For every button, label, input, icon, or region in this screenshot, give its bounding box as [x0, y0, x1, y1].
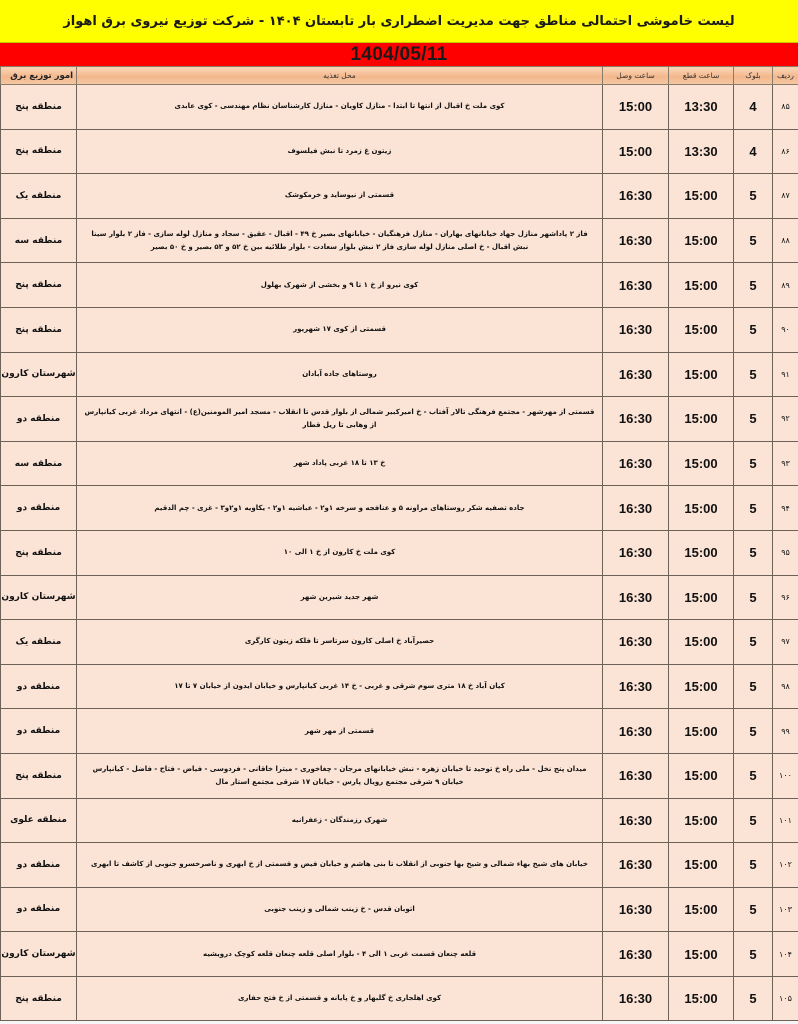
block-cell: 4	[734, 85, 773, 130]
block-cell: 5	[734, 397, 773, 442]
area-cell: منطقه دو	[1, 397, 77, 442]
connect-time-cell: 16:30	[603, 664, 669, 709]
area-cell: منطقه یک	[1, 620, 77, 665]
connect-time-cell: 16:30	[603, 530, 669, 575]
table-header-row	[1, 67, 798, 85]
block-cell: 5	[734, 887, 773, 932]
row-number-cell: ۱۰۵	[773, 976, 798, 1021]
table-row	[1, 753, 798, 798]
block-cell: 5	[734, 932, 773, 977]
block-cell: 5	[734, 530, 773, 575]
cut-time-cell: 15:00	[669, 397, 734, 442]
location-cell: شهر جدید شیرین شهر	[77, 575, 603, 620]
connect-time-cell: 16:30	[603, 620, 669, 665]
row-number-cell: ۸۶	[773, 129, 798, 174]
table-row	[1, 575, 798, 620]
location-cell: کوی ملت خ کارون از خ ۱ الی ۱۰	[77, 530, 603, 575]
row-number-cell: ۸۷	[773, 174, 798, 219]
location-cell: روستاهای جاده آبادان	[77, 352, 603, 397]
cut-time-cell: 15:00	[669, 620, 734, 665]
connect-time-cell: 16:30	[603, 397, 669, 442]
table-row	[1, 397, 798, 442]
table-row	[1, 887, 798, 932]
area-cell: منطقه پنج	[1, 85, 77, 130]
block-cell: 5	[734, 664, 773, 709]
header-location: محل تغذیه	[77, 67, 603, 85]
connect-time-cell: 16:30	[603, 352, 669, 397]
cut-time-cell: 15:00	[669, 530, 734, 575]
row-number-cell: ۸۸	[773, 218, 798, 263]
table-row	[1, 174, 798, 219]
connect-time-cell: 16:30	[603, 932, 669, 977]
table-row	[1, 352, 798, 397]
table-row	[1, 709, 798, 754]
location-cell: جاده تصفیه شکر روستاهای مراونه ۵ و عنافجه و سرخه ۱و۲ - عباشیه ۱و۲ - یکاویه ۱و۲و۳ - غزی - چم الدقیم	[77, 486, 603, 531]
connect-time-cell: 15:00	[603, 129, 669, 174]
connect-time-cell: 15:00	[603, 85, 669, 130]
table-row	[1, 620, 798, 665]
block-cell: 5	[734, 620, 773, 665]
cut-time-cell: 15:00	[669, 798, 734, 843]
row-number-cell: ۱۰۱	[773, 798, 798, 843]
table-row	[1, 664, 798, 709]
connect-time-cell: 16:30	[603, 174, 669, 219]
block-cell: 5	[734, 976, 773, 1021]
block-cell: 5	[734, 843, 773, 888]
block-cell: 5	[734, 575, 773, 620]
block-cell: 5	[734, 798, 773, 843]
location-cell: خ ۱۳ تا ۱۸ غربی پاداد شهر	[77, 441, 603, 486]
block-cell: 5	[734, 709, 773, 754]
row-number-cell: ۹۲	[773, 397, 798, 442]
connect-time-cell: 16:30	[603, 709, 669, 754]
cut-time-cell: 15:00	[669, 174, 734, 219]
area-cell: منطقه دو	[1, 843, 77, 888]
row-number-cell: ۹۸	[773, 664, 798, 709]
row-number-cell: ۹۹	[773, 709, 798, 754]
area-cell: منطقه پنج	[1, 263, 77, 308]
connect-time-cell: 16:30	[603, 976, 669, 1021]
location-cell: میدان پنج نخل - ملی راه خ توحید تا خیابان زهره - نبش خیابانهای مرجان - چغاخوری - میترا خاقانی - فردوسی - فیاض - فتاح - فاضل - کیانپارس خیابان ۹ شرقی مجتمع رویال پارس - خیابان ۱۷ شرقی مجتمع استار مال	[77, 753, 603, 798]
connect-time-cell: 16:30	[603, 887, 669, 932]
connect-time-cell: 16:30	[603, 441, 669, 486]
connect-time-cell: 16:30	[603, 575, 669, 620]
cut-time-cell: 15:00	[669, 843, 734, 888]
cut-time-cell: 15:00	[669, 709, 734, 754]
table-row	[1, 932, 798, 977]
location-cell: کیان آباد خ ۱۸ متری سوم شرقی و غربی - خ ۱۴ غربی کیانپارس و خیابان ایدون از خیابان ۷ تا ۱۷	[77, 664, 603, 709]
area-cell: منطقه دو	[1, 709, 77, 754]
connect-time-cell: 16:30	[603, 753, 669, 798]
area-cell: منطقه یک	[1, 174, 77, 219]
cut-time-cell: 15:00	[669, 932, 734, 977]
cut-time-cell: 15:00	[669, 263, 734, 308]
cut-time-cell: 15:00	[669, 753, 734, 798]
table-row	[1, 263, 798, 308]
cut-time-cell: 15:00	[669, 441, 734, 486]
header-connect-time: ساعت وصل	[603, 67, 669, 85]
connect-time-cell: 16:30	[603, 218, 669, 263]
cut-time-cell: 13:30	[669, 129, 734, 174]
block-cell: 4	[734, 129, 773, 174]
row-number-cell: ۱۰۴	[773, 932, 798, 977]
location-cell: کوی ملت خ اقبال از انتها تا ابتدا - منازل کاویان - منازل کارشناسان نظام مهندسی - کوی عابدی	[77, 85, 603, 130]
area-cell: منطقه پنج	[1, 976, 77, 1021]
cut-time-cell: 15:00	[669, 575, 734, 620]
area-cell: منطقه پنج	[1, 530, 77, 575]
location-cell: خیابان های شیخ بهاء شمالی و شیخ بها جنوبی از انقلاب تا بنی هاشم و خیابان فیض و قسمتی از خ ابهری و ناصرخسرو جنوبی از کاشف تا ابهری	[77, 843, 603, 888]
area-cell: شهرستان کارون	[1, 575, 77, 620]
location-cell: قسمتی از نیوساید و خرمکوشک	[77, 174, 603, 219]
outage-table	[0, 66, 798, 1021]
header-block: بلوک	[734, 67, 773, 85]
block-cell: 5	[734, 486, 773, 531]
block-cell: 5	[734, 307, 773, 352]
cut-time-cell: 15:00	[669, 486, 734, 531]
area-cell: منطقه پنج	[1, 753, 77, 798]
schedule-date: 1404/05/11	[350, 43, 448, 65]
area-cell: منطقه پنج	[1, 307, 77, 352]
row-number-cell: ۹۱	[773, 352, 798, 397]
block-cell: 5	[734, 753, 773, 798]
area-cell: منطقه دو	[1, 887, 77, 932]
location-cell: قسمتی از مهر شهر	[77, 709, 603, 754]
row-number-cell: ۸۵	[773, 85, 798, 130]
table-row	[1, 798, 798, 843]
row-number-cell: ۹۴	[773, 486, 798, 531]
block-cell: 5	[734, 352, 773, 397]
area-cell: منطقه دو	[1, 486, 77, 531]
row-number-cell: ۹۵	[773, 530, 798, 575]
header-row-number: ردیف	[773, 67, 798, 85]
area-cell: منطقه دو	[1, 664, 77, 709]
table-row	[1, 486, 798, 531]
block-cell: 5	[734, 441, 773, 486]
row-number-cell: ۸۹	[773, 263, 798, 308]
table-row	[1, 441, 798, 486]
location-cell: قسمتی از مهرشهر - مجتمع فرهنگی تالار آفتاب - خ امیرکبیر شمالی از بلوار قدس تا انقلاب - مسجد امیر المومنین(ع) - انتهای مرداد غربی کیانپارس از وهابی تا ریل قطار	[77, 397, 603, 442]
connect-time-cell: 16:30	[603, 263, 669, 308]
connect-time-cell: 16:30	[603, 843, 669, 888]
location-cell: کوی نیرو از خ ۱ تا ۹ و بخشی از شهرک بهلول	[77, 263, 603, 308]
area-cell: منطقه سه	[1, 441, 77, 486]
location-cell: اتوبان قدس - خ زینب شمالی و زینب جنوبی	[77, 887, 603, 932]
block-cell: 5	[734, 174, 773, 219]
location-cell: حصیرآباد خ اصلی کارون سرتاسر تا فلکه زیتون کارگری	[77, 620, 603, 665]
location-cell: زیتون غ زمرد تا نبش فیلسوف	[77, 129, 603, 174]
cut-time-cell: 15:00	[669, 307, 734, 352]
header-area: امور توزیع برق	[1, 67, 77, 85]
area-cell: منطقه علوی	[1, 798, 77, 843]
table-row	[1, 976, 798, 1021]
date-banner	[0, 43, 798, 66]
row-number-cell: ۹۶	[773, 575, 798, 620]
area-cell: شهرستان کارون	[1, 352, 77, 397]
table-row	[1, 307, 798, 352]
header-cut-time: ساعت قطع	[669, 67, 734, 85]
area-cell: شهرستان کارون	[1, 932, 77, 977]
document-title: لیست خاموشی احتمالی مناطق جهت مدیریت اضطراری بار تابستان ۱۴۰۴ - شرکت توزیع نیروی برق اهواز	[63, 13, 735, 29]
row-number-cell: ۱۰۰	[773, 753, 798, 798]
row-number-cell: ۹۳	[773, 441, 798, 486]
connect-time-cell: 16:30	[603, 798, 669, 843]
row-number-cell: ۱۰۳	[773, 887, 798, 932]
table-row	[1, 530, 798, 575]
area-cell: منطقه پنج	[1, 129, 77, 174]
table-row	[1, 218, 798, 263]
location-cell: فاز ۲ پاداشهر منازل جهاد خیابانهای بهاران - منازل فرهنگیان - خیابانهای بصیر خ ۴۹ - اقبال - عقیق - سجاد و منازل لوله سازی - فاز ۲ بلوار سینا نبش اقبال - خ اصلی منازل لوله سازی فاز ۲ نبش بلوار سعادت - بلوار طلائیه بین خ ۵۲ و ۵۳ بصیر و خ ۵۰ بصیر	[77, 218, 603, 263]
location-cell: قلعه چنعان قسمت غربی ۱ الی ۴ - بلوار اصلی قلعه چنعان قلعه کوچک درویشیه	[77, 932, 603, 977]
block-cell: 5	[734, 263, 773, 308]
cut-time-cell: 13:30	[669, 85, 734, 130]
table-row	[1, 129, 798, 174]
location-cell: شهرک رزمندگان - زعفرانیه	[77, 798, 603, 843]
cut-time-cell: 15:00	[669, 976, 734, 1021]
cut-time-cell: 15:00	[669, 664, 734, 709]
table-row	[1, 843, 798, 888]
connect-time-cell: 16:30	[603, 307, 669, 352]
location-cell: کوی اهلجاری خ گلبهار و خ پایانه و قسمتی از خ فتح حفاری	[77, 976, 603, 1021]
cut-time-cell: 15:00	[669, 218, 734, 263]
area-cell: منطقه سه	[1, 218, 77, 263]
cut-time-cell: 15:00	[669, 352, 734, 397]
table-row	[1, 85, 798, 130]
block-cell: 5	[734, 218, 773, 263]
cut-time-cell: 15:00	[669, 887, 734, 932]
location-cell: قسمتی از کوی ۱۷ شهریور	[77, 307, 603, 352]
row-number-cell: ۹۰	[773, 307, 798, 352]
connect-time-cell: 16:30	[603, 486, 669, 531]
row-number-cell: ۱۰۲	[773, 843, 798, 888]
row-number-cell: ۹۷	[773, 620, 798, 665]
title-banner	[0, 0, 798, 43]
